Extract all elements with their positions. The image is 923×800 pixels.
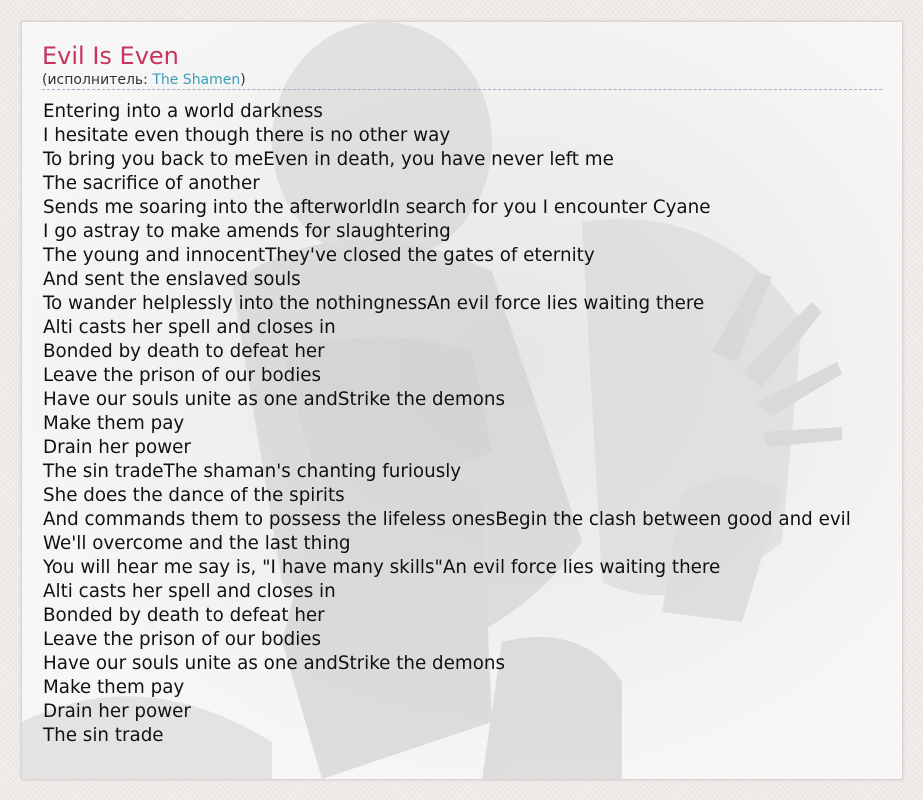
artist-prefix: (исполнитель: (42, 72, 153, 88)
lyric-line: We'll overcome and the last thing (43, 533, 351, 554)
lyrics-content (22, 22, 902, 779)
lyric-line: The sin trade (43, 725, 164, 746)
lyric-line: The sin tradeThe shaman's chanting furiously (43, 461, 462, 482)
lyric-line: To bring you back to meEven in death, you have never left me (43, 149, 614, 170)
lyric-line: Make them pay (43, 413, 185, 434)
lyric-line: Leave the prison of our bodies (43, 365, 322, 386)
lyric-line: Leave the prison of our bodies (43, 629, 322, 650)
artist-link[interactable]: The Shamen (152, 72, 241, 88)
lyric-line: To wander helplessly into the nothingnessAn evil force lies waiting there (43, 293, 705, 314)
lyric-line: Bonded by death to defeat her (43, 341, 325, 362)
lyric-line: Bonded by death to defeat her (43, 605, 325, 626)
lyric-line: Alti casts her spell and closes in (43, 317, 336, 338)
lyric-line: Entering into a world darkness (43, 101, 323, 122)
lyric-line: And commands them to possess the lifeless onesBegin the clash between good and evil (43, 509, 851, 530)
lyric-line: The sacrifice of another (43, 173, 260, 194)
lyrics-list (43, 100, 851, 748)
lyric-line: I go astray to make amends for slaughtering (43, 221, 451, 242)
lyric-line: Have our souls unite as one andStrike the demons (43, 653, 506, 674)
lyric-line: The young and innocentThey've closed the gates of eternity (43, 245, 595, 266)
lyric-line: Have our souls unite as one andStrike the demons (43, 389, 506, 410)
lyric-line: You will hear me say is, "I have many skills"An evil force lies waiting there (43, 557, 721, 578)
lyric-line: Make them pay (43, 677, 185, 698)
lyrics-card (21, 21, 903, 780)
title-divider (42, 89, 882, 90)
lyric-line: Drain her power (43, 701, 191, 722)
lyric-line: I hesitate even though there is no other way (43, 125, 451, 146)
lyric-line: Drain her power (43, 437, 191, 458)
artist-credit (42, 71, 246, 89)
lyric-line: Alti casts her spell and closes in (43, 581, 336, 602)
artist-suffix: ) (240, 72, 246, 88)
lyric-line: Sends me soaring into the afterworldIn search for you I encounter Cyane (43, 197, 711, 218)
lyric-line: And sent the enslaved souls (43, 269, 301, 290)
song-title: Evil Is Even (42, 42, 179, 70)
lyric-line: She does the dance of the spirits (43, 485, 345, 506)
